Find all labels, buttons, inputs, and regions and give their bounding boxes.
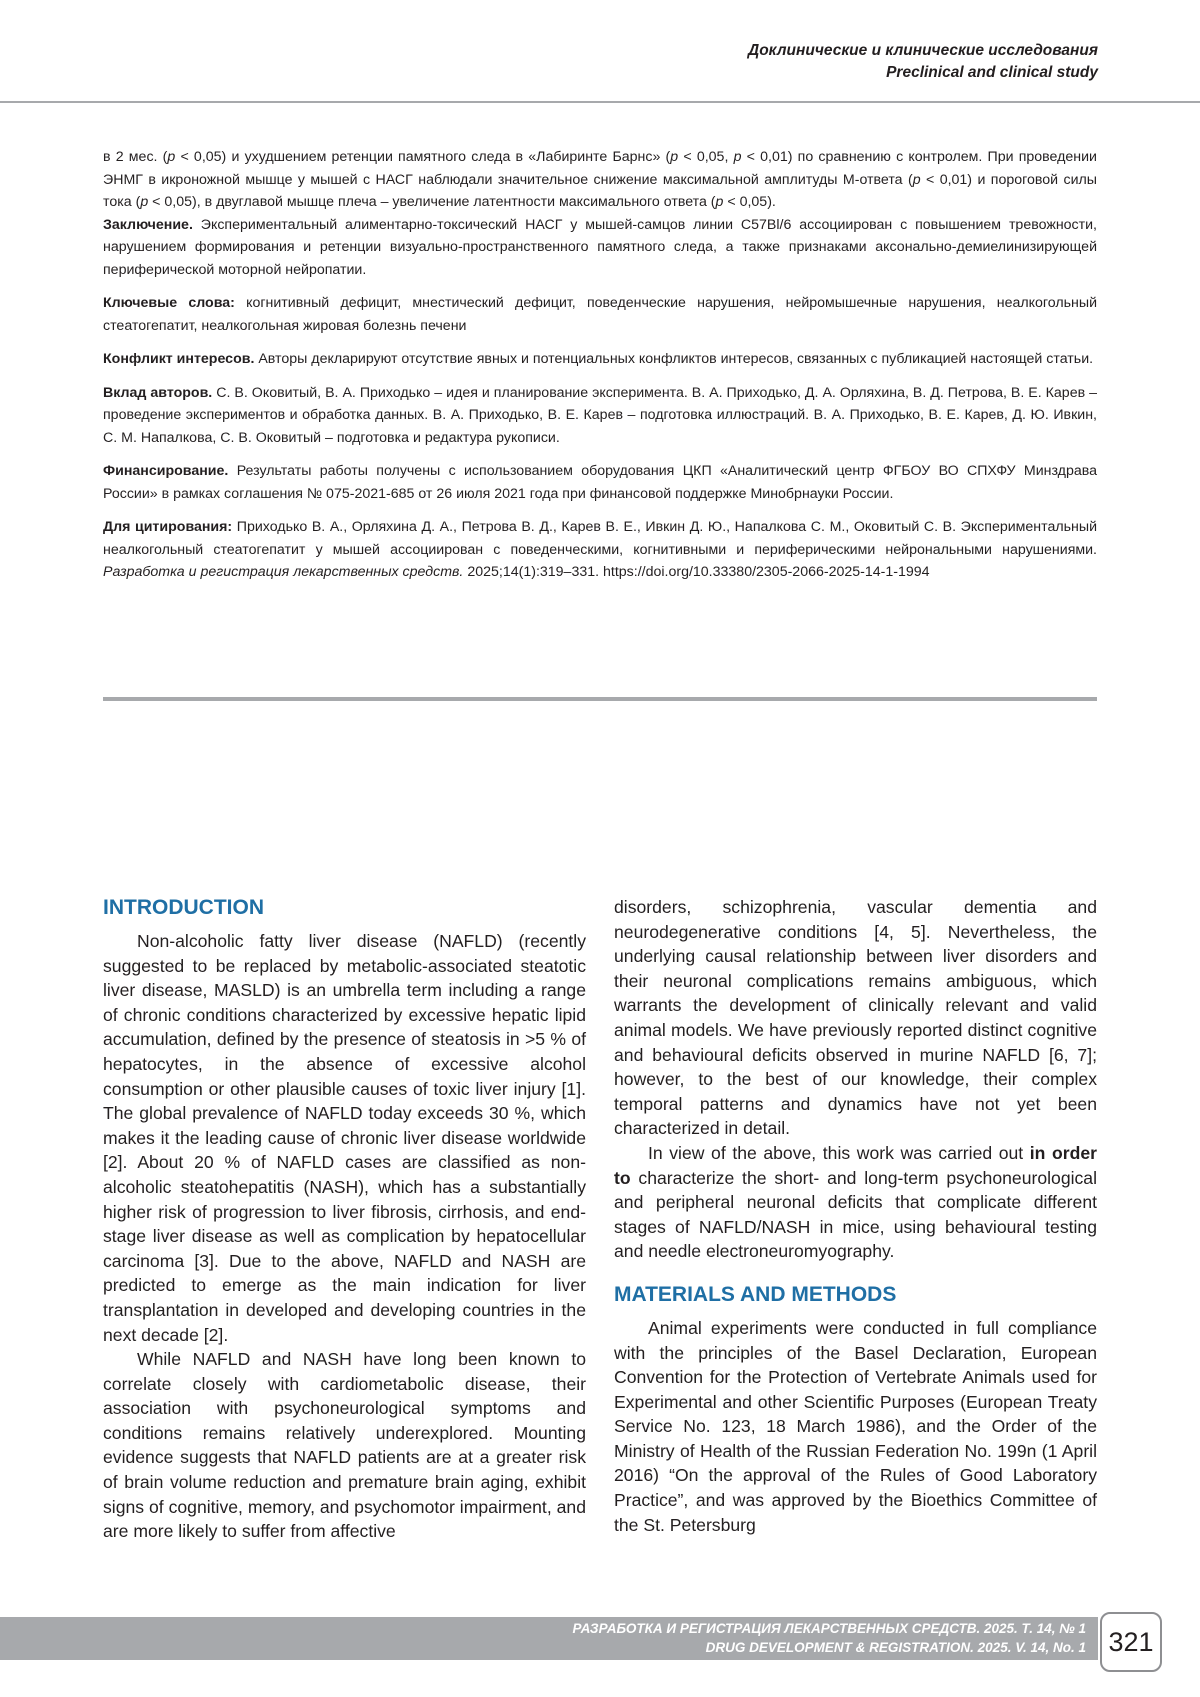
funding: Финансирование. Результаты работы получены с использованием оборудования ЦКП «Аналитический центр ФГБОУ ВО СПХФУ Минздрава России» в рамках соглашения № 075-2021-685 от 26 июля 2021 года при финансовой поддержке Минобрнауки России. — [103, 463, 1097, 502]
footer-band — [0, 1617, 1098, 1660]
methods-paragraph-1: Animal experiments were conducted in full compliance with the principles of the Basel Declaration, European Convention for the Protection of Vertebrate Animals used for Experimental and other Scientific Purposes (European Treaty Service No. 123, 18 March 1986), and the Order of the Ministry of Health of the Russian Federation No. 199n (1 April 2016) “On the approval of the Rules of Good Laboratory Practice”, and was approved by the Bioethics Committee of the St. Petersburg — [614, 1317, 1097, 1535]
footer-journal-en: DRUG DEVELOPMENT & REGISTRATION. 2025. V. 14, No. 1 — [705, 1640, 1086, 1655]
citation-journal: Разработка и регистрация лекарственных средств. — [103, 564, 464, 580]
right-column — [614, 895, 1097, 1537]
footer-journal-ru: РАЗРАБОТКА И РЕГИСТРАЦИЯ ЛЕКАРСТВЕННЫХ СРЕДСТВ. 2025. Т. 14, № 1 — [572, 1621, 1086, 1636]
keywords-label: Ключевые слова: — [103, 295, 235, 311]
running-header — [0, 40, 1098, 84]
citation-label: Для цитирования: — [103, 519, 233, 535]
conflict-of-interest: Конфликт интересов. Авторы декларируют отсутствие явных и потенциальных конфликтов интересов, связанных с публикацией настоящей статьи. — [103, 351, 1094, 367]
page-number: 321 — [1100, 1612, 1162, 1672]
abstract-conclusion: Заключение. Экспериментальный алиментарно-токсический НАСГ у мышей-самцов линии C57Bl/6 ассоциирован с повышением тревожности, нарушением формирования и ретенции визуально-пространственного памятного следа, а также признаками аксонально-демиелинизирующей периферической моторной нейропатии. — [103, 216, 1097, 278]
author-contribution: Вклад авторов. С. В. Оковитый, В. А. Приходько – идея и планирование эксперимента. В. А. Приходько, Д. А. Орляхина, В. Д. Петрова, В. Е. Карев – проведение экспериментов и обработка данных. В. А. Приходько, В. Е. Карев – подготовка иллюстраций. В. А. Приходько, В. Е. Карев, Д. Ю. Ивкин, С. М. Напалкова, С. В. Оковитый – подготовка и редактура рукописи. — [103, 384, 1097, 446]
methods-heading: MATERIALS AND METHODS — [614, 1282, 897, 1306]
header-divider — [0, 101, 1200, 103]
abstract-block — [103, 146, 1097, 584]
introduction-heading: INTRODUCTION — [103, 896, 264, 919]
section-divider — [103, 697, 1097, 701]
intro-paragraph-2: While NAFLD and NASH have long been known to correlate closely with cardiometabolic disease, their association with psychoneurological symptoms and conditions remains relatively underexplored. Mounting evidence suggests that NAFLD patients are at a greater risk of brain volume reduction and premature brain aging, exhibit signs of cognitive, memory, and psychomotor impairment, and are more likely to suffer from affective — [103, 1349, 586, 1542]
contribution-label: Вклад авторов. — [103, 384, 213, 401]
citation: Для цитирования: Приходько В. А., Орляхина Д. А., Петрова В. Д., Карев В. Е., Ивкин Д. Ю., Напалкова С. М., Оковитый С. В. Экспериментальный неалкогольный стеатогепатит у мышей ассоциирован с поведенческими, когнитивными и периферическими нейрональными нарушениями. Разработка и регистрация лекарственных средств. 2025;14(1):319–331. https://doi.org/10.33380/2305-2066-2025-14-1-1994 — [103, 519, 1098, 580]
footer-journal — [573, 1619, 1086, 1657]
funding-label: Финансирование. — [103, 463, 229, 479]
conflict-label: Конфликт интересов. — [103, 351, 255, 367]
abstract-results-tail: в 2 мес. (p < 0,05) и ухудшением ретенции памятного следа в «Лабиринте Барнс» (p < 0,05, p < 0,01) по сравнению с контролем. При проведении ЭНМГ в икроножной мышце у мышей с НАСГ наблюдали значительное снижение максимальной амплитуды М-ответа (p < 0,01) и пороговой силы тока (p < 0,05), в двуглавой мышце плеча – увеличение латентности максимального ответа (p < 0,05). — [103, 149, 1097, 210]
intro-paragraph-1: Non-alcoholic fatty liver disease (NAFLD) (recently suggested to be replaced by metabolic-associated steatotic liver disease, MASLD) is an umbrella term including a range of chronic conditions characterized by excessive hepatic lipid accumulation, defined by the presence of steatosis in >5 % of hepatocytes, in the absence of excessive alcohol consumption or other plausible causes of toxic liver injury [1]. The global prevalence of NAFLD today exceeds 30 %, which makes it the leading cause of chronic liver disease worldwide [2]. About 20 % of NAFLD cases are classified as non-alcoholic steatohepatitis (NASH), which has a substantially higher risk of progression to liver fibrosis, cirrhosis, and end-stage liver disease as well as complication by hepatocellular carcinoma [3]. Due to the above, NAFLD and NASH are predicted to emerge as the main indication for liver transplantation in developed and developing countries in the next decade [2]. — [103, 931, 586, 1345]
intro-paragraph-2-continued: disorders, schizophrenia, vascular dementia and neurodegenerative conditions [4, 5]. Nevertheless, the underlying causal relationship between liver disorders and their neuronal complications remains ambiguous, which warrants the development of clinically relevant and valid animal models. We have previously reported distinct cognitive and behavioural deficits observed in murine NAFLD [6, 7]; however, to the best of our knowledge, their complex temporal patterns and dynamics have not yet been characterized in detail. — [614, 897, 1097, 1139]
conclusion-label: Заключение. — [103, 216, 193, 233]
left-column — [103, 895, 586, 1544]
running-header-ru: Доклинические и клинические исследования — [748, 42, 1098, 59]
keywords: Ключевые слова: когнитивный дефицит, мнестический дефицит, поведенческие нарушения, нейромышечные нарушения, неалкогольный стеатогепатит, неалкогольная жировая болезнь печени — [103, 295, 1097, 334]
running-header-en: Preclinical and clinical study — [886, 64, 1098, 81]
intro-paragraph-3: In view of the above, this work was carried out in order to characterize the short- and long-term psychoneurological and peripheral neuronal deficits that complicate different stages of NAFLD/NASH in mice, using behavioural testing and needle electroneuromyography. — [614, 1142, 1097, 1262]
